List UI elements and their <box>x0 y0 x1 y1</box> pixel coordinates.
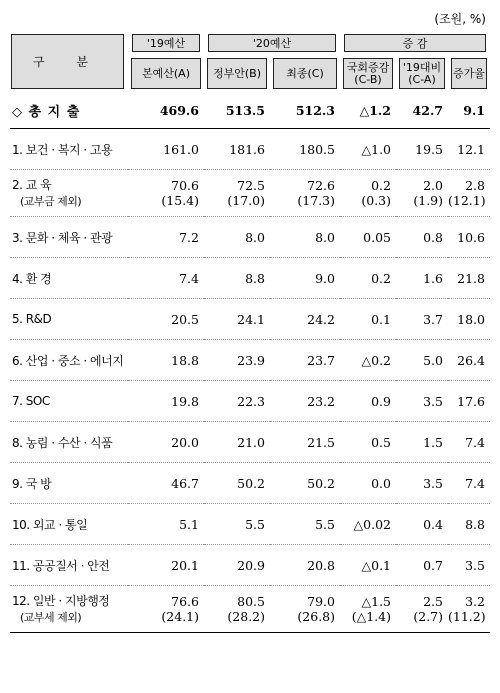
cell-c: 72.6 (17.3) <box>270 170 340 217</box>
row-label: 3. 문화 · 체육 · 관광 <box>10 217 128 258</box>
col-cb-header: 국회증감 (C-B) <box>340 55 396 93</box>
cell-b: 21.0 <box>204 422 270 463</box>
cell-b: 23.9 <box>204 340 270 381</box>
cell-ca: 0.8 <box>396 217 448 258</box>
cell-ca: 3.5 <box>396 463 448 504</box>
cell-b: 5.5 <box>204 504 270 545</box>
col-a-header: 본예산(A) <box>128 55 204 93</box>
cell-a: 7.2 <box>128 217 204 258</box>
cell-a: 18.8 <box>128 340 204 381</box>
unit-label: (조원, %) <box>434 12 486 26</box>
cell-c: 5.5 <box>270 504 340 545</box>
table-row <box>10 545 490 586</box>
group-change-header: 증 감 <box>340 31 490 55</box>
row-label: 4. 환 경 <box>10 258 128 299</box>
cell-cb: 0.0 <box>340 463 396 504</box>
col-ca-header: '19대비 (C-A) <box>396 55 448 93</box>
cell-a: 20.0 <box>128 422 204 463</box>
cell-rate: 3.5 <box>448 545 490 586</box>
cell-cb: 0.2 (0.3) <box>340 170 396 217</box>
cell-a: 7.4 <box>128 258 204 299</box>
row-label-sub: (교부금 제외) <box>20 194 82 208</box>
row-label: 9. 국 방 <box>10 463 128 504</box>
table-row <box>10 463 490 504</box>
cell-b: 20.9 <box>204 545 270 586</box>
row-label: 10. 외교 · 통일 <box>10 504 128 545</box>
cell-cb: 0.5 <box>340 422 396 463</box>
cell-cb: 0.05 <box>340 217 396 258</box>
cell-cb: △1.0 <box>340 129 396 170</box>
cell-ca: 42.7 <box>396 93 448 129</box>
cell-rate: 3.2 (11.2) <box>448 586 490 633</box>
cell-c: 23.2 <box>270 381 340 422</box>
cell-cb: △0.2 <box>340 340 396 381</box>
row-label-sub: (교부세 제외) <box>20 610 82 624</box>
table-row <box>10 586 490 633</box>
cell-c: 23.7 <box>270 340 340 381</box>
cell-cb: 0.9 <box>340 381 396 422</box>
cell-a: 76.6 (24.1) <box>128 586 204 633</box>
cell-b: 24.1 <box>204 299 270 340</box>
cell-ca: 0.7 <box>396 545 448 586</box>
cell-ca: 19.5 <box>396 129 448 170</box>
col-rate-header: 증가율 <box>448 55 490 93</box>
cell-c: 180.5 <box>270 129 340 170</box>
cell-ca: 1.6 <box>396 258 448 299</box>
cell-rate: 8.8 <box>448 504 490 545</box>
cell-a: 46.7 <box>128 463 204 504</box>
cell-ca: 3.7 <box>396 299 448 340</box>
cell-c: 21.5 <box>270 422 340 463</box>
cell-rate: 26.4 <box>448 340 490 381</box>
cell-rate: 18.0 <box>448 299 490 340</box>
row-label: 8. 농림 · 수산 · 식품 <box>10 422 128 463</box>
row-label <box>10 586 128 633</box>
cell-cb: 0.1 <box>340 299 396 340</box>
table-row <box>10 340 490 381</box>
cell-c: 50.2 <box>270 463 340 504</box>
cell-rate: 12.1 <box>448 129 490 170</box>
table-row <box>10 217 490 258</box>
cell-a: 19.8 <box>128 381 204 422</box>
table-row <box>10 258 490 299</box>
cell-rate: 21.8 <box>448 258 490 299</box>
cell-ca: 2.0 (1.9) <box>396 170 448 217</box>
row-label: 7. SOC <box>10 381 128 422</box>
cell-ca: 5.0 <box>396 340 448 381</box>
table-row <box>10 129 490 170</box>
cell-c: 20.8 <box>270 545 340 586</box>
cell-c: 8.0 <box>270 217 340 258</box>
cell-a: 469.6 <box>128 93 204 129</box>
cell-rate: 7.4 <box>448 463 490 504</box>
row-label: 6. 산업 · 중소 · 에너지 <box>10 340 128 381</box>
cell-cb: △0.02 <box>340 504 396 545</box>
budget-table <box>10 31 490 633</box>
cell-b: 8.8 <box>204 258 270 299</box>
cell-b: 80.5 (28.2) <box>204 586 270 633</box>
cell-b: 50.2 <box>204 463 270 504</box>
cell-b: 513.5 <box>204 93 270 129</box>
cell-b: 8.0 <box>204 217 270 258</box>
cell-c: 79.0 (26.8) <box>270 586 340 633</box>
cell-ca: 1.5 <box>396 422 448 463</box>
row-label-main: 2. 교 육 <box>12 177 52 192</box>
cell-a: 5.1 <box>128 504 204 545</box>
cell-c: 9.0 <box>270 258 340 299</box>
cell-cb: 0.2 <box>340 258 396 299</box>
cell-b: 181.6 <box>204 129 270 170</box>
row-label: ◇ 총 지 출 <box>10 93 128 129</box>
cell-b: 72.5 (17.0) <box>204 170 270 217</box>
cell-ca: 3.5 <box>396 381 448 422</box>
group-2020-header: '20예산 <box>204 31 340 55</box>
cell-ca: 0.4 <box>396 504 448 545</box>
cell-ca: 2.5 (2.7) <box>396 586 448 633</box>
col-b-header: 정부안(B) <box>204 55 270 93</box>
cell-b: 22.3 <box>204 381 270 422</box>
group-2019-header: '19예산 <box>128 31 204 55</box>
cell-a: 161.0 <box>128 129 204 170</box>
row-label: 5. R&D <box>10 299 128 340</box>
table-row <box>10 422 490 463</box>
cell-rate: 9.1 <box>448 93 490 129</box>
table-row <box>10 381 490 422</box>
cell-cb: △0.1 <box>340 545 396 586</box>
table-row <box>10 299 490 340</box>
cell-rate: 7.4 <box>448 422 490 463</box>
cell-rate: 10.6 <box>448 217 490 258</box>
cell-a: 20.1 <box>128 545 204 586</box>
row-label-main: 12. 일반 · 지방행정 <box>12 593 110 608</box>
row-label <box>10 170 128 217</box>
cell-a: 70.6 (15.4) <box>128 170 204 217</box>
table-row <box>10 170 490 217</box>
cell-rate: 2.8 (12.1) <box>448 170 490 217</box>
table-row <box>10 504 490 545</box>
table-row-total <box>10 93 490 129</box>
cell-a: 20.5 <box>128 299 204 340</box>
row-label: 1. 보건 · 복지 · 고용 <box>10 129 128 170</box>
row-label: 11. 공공질서 · 안전 <box>10 545 128 586</box>
cell-c: 512.3 <box>270 93 340 129</box>
category-header: 구 분 <box>10 31 128 93</box>
cell-c: 24.2 <box>270 299 340 340</box>
cell-cb: △1.5 (△1.4) <box>340 586 396 633</box>
cell-cb: △1.2 <box>340 93 396 129</box>
cell-rate: 17.6 <box>448 381 490 422</box>
col-c-header: 최종(C) <box>270 55 340 93</box>
